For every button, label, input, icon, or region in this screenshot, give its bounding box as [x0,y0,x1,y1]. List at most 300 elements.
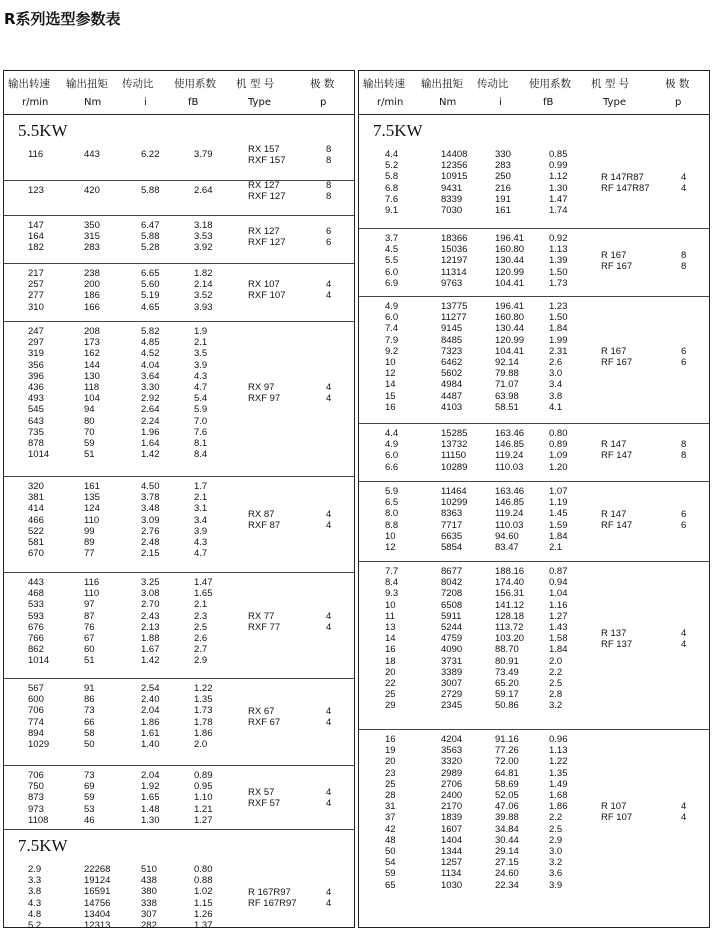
cell: 71.07 [495,379,519,391]
cell: 0.96 [549,734,568,745]
cell: 11 [385,610,395,622]
cell: 12313 [84,920,111,931]
pole-count: 4 [326,787,332,798]
cell: 600 [28,694,44,706]
cell: 356 [28,359,44,371]
cell: 196.41 [495,233,525,244]
cell: 2.31 [549,345,568,357]
cell: 2.14 [194,279,213,291]
param-group [4,766,354,830]
cell: 0.95 [194,781,213,793]
cell: 1.58 [549,633,568,645]
table-row [359,160,709,171]
pole-count: 8 [681,439,687,451]
pole-count: 4 [326,798,332,809]
cell: 10 [385,530,396,542]
cell: 119.24 [495,508,524,520]
cell: 5.8 [385,171,399,183]
pole-count: 4 [681,182,687,194]
pole-count: 6 [326,225,332,237]
table-row [359,149,709,160]
cell: 2.8 [549,689,563,701]
section-power-label: 5.5KW [18,121,68,140]
model-type: RXF 77 [248,621,281,633]
table-row [4,503,354,514]
header-en: fB [188,97,199,108]
cell: 396 [28,370,44,382]
table-row [4,886,354,897]
cell: 5.5 [385,255,399,267]
cell: 141.12 [495,599,525,611]
cell: 1.42 [141,655,160,667]
cell: 10 [385,599,396,611]
cell: 22 [385,678,396,689]
cell: 91.16 [495,734,519,745]
cell: 22268 [84,864,111,875]
header-cn: 极 数 [665,78,690,90]
model-type: RF 167 [601,261,633,272]
table-row [359,508,709,519]
cell: 1.73 [194,705,213,717]
model-type: R 167R97 [248,886,291,898]
cell: 1.23 [549,301,568,312]
param-group [4,145,354,181]
cell: 2.13 [141,621,160,633]
cell: 2706 [441,778,463,790]
cell: 2345 [441,700,463,712]
cell: 706 [28,705,44,717]
pole-count: 4 [681,812,687,824]
cell: 24.60 [495,868,519,880]
cell: 1.13 [549,745,568,757]
cell: 65.20 [495,678,519,689]
model-type: RF 167 [601,357,633,368]
table-row [4,655,354,666]
header-en: Type [603,97,626,108]
table-row [359,428,709,439]
cell: 8.4 [194,449,208,461]
cell: 1030 [441,879,463,891]
table-row [4,781,354,792]
cell: 1.27 [549,610,568,622]
cell: 54 [385,857,396,869]
cell: 750 [28,781,44,793]
table-row [4,588,354,599]
cell: 2.48 [141,537,160,548]
table-row [4,920,354,931]
table-row [359,801,709,812]
cell: 2.6 [194,633,208,644]
cell: 2400 [441,790,463,801]
cell: 161 [84,481,100,492]
cell: 4.7 [194,548,208,560]
cell: 2.9 [194,655,208,667]
table-row [359,700,709,711]
cell: 1.74 [549,205,568,216]
cell: 5854 [441,542,463,553]
cell: 144 [84,359,100,371]
table-row [4,792,354,803]
cell: 18366 [441,233,468,244]
cell: 277 [28,290,44,302]
cell: 1.42 [141,449,160,461]
cell: 8042 [441,577,463,589]
table-row [359,531,709,542]
cell: 0.92 [549,233,568,244]
cell: 4090 [441,644,463,656]
table-row [4,449,354,460]
param-group [4,181,354,216]
table-row [4,427,354,438]
cell: 216 [495,182,511,194]
cell: 196.41 [495,301,525,312]
table-row [359,689,709,700]
cell: 4.04 [141,359,160,371]
cell: 47.06 [495,801,519,813]
table-row [4,404,354,415]
cell: 99 [84,525,95,537]
cell: 3.92 [194,242,213,254]
cell: 63.98 [495,390,519,402]
cell: 1.45 [549,508,568,520]
table-row [4,548,354,559]
cell: 50 [385,846,396,857]
cell: 164 [28,231,44,243]
pole-count: 6 [681,519,687,531]
cell: 3.78 [141,492,160,504]
cell: 94.60 [495,530,519,542]
cell: 34.84 [495,823,519,835]
model-type: R 147 [601,508,627,520]
pole-count: 8 [326,179,332,191]
cell: 3.18 [194,220,213,231]
cell: 6.8 [385,182,399,194]
cell: 59.17 [495,689,519,701]
cell: 4984 [441,379,463,391]
cell: 135 [84,492,100,504]
cell: 1.99 [549,334,568,346]
table-row [4,537,354,548]
table-row [359,857,709,868]
cell: 1.96 [141,426,160,438]
table-row [4,705,354,716]
cell: 297 [28,337,44,349]
table-row [359,756,709,767]
cell: 10299 [441,497,468,509]
cell: 116 [28,149,44,160]
cell: 2.15 [141,548,160,560]
cell: 2.5 [194,621,208,633]
model-type: RF 167R97 [248,897,297,909]
cell: 86 [84,694,95,706]
table-row [4,898,354,909]
cell: 188.16 [495,566,525,577]
model-type: RXF 87 [248,520,281,532]
table-row [359,194,709,205]
cell: 0.89 [549,439,568,451]
cell: 1.84 [549,530,568,542]
cell: 4.52 [141,348,160,360]
cell: 567 [28,683,44,694]
model-type: RF 137 [601,638,633,650]
table-row [359,656,709,667]
cell: 862 [28,644,44,656]
table-row [4,371,354,382]
cell: 51 [84,449,95,461]
cell: 238 [84,268,100,279]
table-row [359,566,709,577]
cell: 315 [84,231,100,243]
cell: 283 [84,242,100,254]
cell: 10289 [441,461,468,473]
cell: 545 [28,404,44,416]
cell: 510 [141,864,157,875]
cell: 118 [84,382,100,393]
cell: 0.80 [194,864,213,875]
cell: 6.65 [141,268,160,279]
table-row [359,379,709,390]
cell: 1.48 [141,803,160,815]
cell: 2.2 [549,666,563,678]
cell: 4204 [441,734,463,745]
cell: 163.46 [495,428,525,439]
cell: 1.59 [549,519,568,531]
cell: 3.48 [141,503,160,515]
table-row [359,255,709,266]
cell: 3.93 [194,301,213,313]
cell: 0.85 [549,149,568,160]
cell: 9.3 [385,588,399,600]
pole-count: 4 [326,520,332,532]
cell: 2.70 [141,599,160,611]
cell: 1.49 [549,778,568,790]
cell: 414 [28,503,44,515]
cell: 11277 [441,312,467,324]
cell: 120.99 [495,266,525,278]
cell: 173 [84,337,100,349]
model-type: RX 127 [248,225,280,237]
cell: 1.09 [549,450,568,462]
cell: 7323 [441,345,463,357]
cell: 735 [28,426,44,438]
table-row [359,346,709,357]
param-group [4,679,354,766]
cell: 257 [28,279,44,291]
table-row [359,183,709,194]
table-row [4,231,354,242]
table-row [359,622,709,633]
cell: 15 [385,390,396,402]
cell: 1.78 [194,716,213,728]
cell: 330 [495,149,511,160]
cell: 124 [84,503,100,515]
model-type: RF 147 [601,519,633,531]
cell: 3389 [441,666,463,678]
left-table [3,70,355,931]
cell: 7.0 [194,415,208,427]
cell: 1.37 [194,920,213,931]
header-cn: 极 数 [310,78,335,90]
cell: 1.22 [194,683,213,694]
cell: 4.85 [141,337,160,349]
cell: 16 [385,401,396,413]
cell: 11464 [441,486,467,497]
cell: 0.87 [549,566,568,577]
table-row [4,644,354,655]
cell: 1.86 [549,801,568,813]
cell: 2.5 [549,823,563,835]
table-row [359,520,709,531]
cell: 10915 [441,171,468,183]
cell: 12 [385,368,396,380]
cell: 4759 [441,633,463,645]
cell: 11314 [441,266,467,278]
cell: 2.2 [549,812,563,824]
cell: 1839 [441,812,463,824]
model-type: RX 107 [248,279,280,291]
cell: 25 [385,689,396,701]
cell: 18 [385,655,396,667]
table-row [4,611,354,622]
cell: 130 [84,370,100,382]
cell: 130.44 [495,255,525,267]
cell: 77.26 [495,745,519,757]
table-row [359,391,709,402]
cell: 3007 [441,678,463,689]
page-title: R系列选型参数表 [4,10,121,28]
pole-count: 4 [326,716,332,728]
cell: 39.88 [495,812,519,824]
model-type: RXF 67 [248,716,281,728]
cell: 643 [28,415,44,427]
cell: 1.30 [141,814,160,826]
table-row [359,577,709,588]
cell: 163.46 [495,486,525,497]
cell: 8363 [441,508,463,520]
cell: 8.4 [385,577,399,589]
cell: 6.0 [385,312,399,324]
model-type: RX 77 [248,610,275,622]
pole-count: 4 [326,279,332,291]
cell: 1.30 [549,182,568,194]
table-row [359,233,709,244]
cell: 1.84 [549,323,568,335]
cell: 3.52 [194,290,213,302]
cell: 493 [28,393,44,405]
cell: 7.7 [385,566,399,577]
cell: 8485 [441,334,463,346]
cell: 8677 [441,566,463,577]
section-power-label: 7.5KW [18,836,68,855]
cell: 2.0 [549,655,563,667]
cell: 5244 [441,622,463,633]
table-header [359,71,709,115]
cell: 2.3 [194,610,208,622]
cell: 774 [28,716,44,728]
header-cn: 使用系数 [529,78,571,90]
cell: 12356 [441,160,468,172]
table-row [359,667,709,678]
cell: 20 [385,756,396,768]
cell: 1.27 [194,814,213,826]
pole-count: 8 [326,143,332,155]
header-en: p [320,97,327,108]
table-row [359,779,709,790]
cell: 338 [141,897,157,909]
pole-count: 4 [681,627,687,639]
cell: 70 [84,426,95,438]
cell: 3.9 [194,359,208,371]
cell: 2170 [441,801,463,813]
header-cn: 机 型 号 [236,78,275,90]
cell: 156.31 [495,588,525,600]
cell: 6635 [441,530,463,542]
cell: 59 [84,438,95,449]
cell: 7.4 [385,323,399,335]
cell: 1.02 [194,886,213,898]
cell: 1.84 [549,644,568,656]
cell: 1.50 [549,266,568,278]
param-group [4,860,354,932]
cell: 12 [385,542,396,553]
table-row [4,633,354,644]
cell: 310 [28,301,44,313]
cell: 1029 [28,739,50,750]
pole-count: 4 [681,638,687,650]
param-group [359,297,709,424]
cell: 110 [84,588,100,600]
cell: 1.86 [194,727,213,739]
cell: 593 [28,610,44,622]
table-row [359,824,709,835]
pole-count: 6 [681,357,687,368]
header-cn: 使用系数 [174,78,216,90]
section-power-label: 7.5KW [373,121,423,140]
table-row [359,611,709,622]
cell: 8.0 [385,508,399,520]
cell: 14756 [84,897,111,909]
model-type: R 107 [601,801,627,813]
table-row [359,450,709,461]
cell: 9431 [441,182,463,194]
table-row [4,864,354,875]
table-row [359,312,709,323]
cell: 380 [141,886,157,898]
table-row [4,416,354,427]
cell: 3.25 [141,577,160,588]
cell: 3.79 [194,149,213,160]
cell: 8.1 [194,438,208,449]
param-group [359,482,709,562]
cell: 350 [84,220,100,231]
cell: 2.04 [141,770,160,781]
cell: 59 [385,868,396,880]
cell: 2989 [441,767,463,779]
table-row [4,515,354,526]
cell: 973 [28,803,44,815]
cell: 5.60 [141,279,160,291]
cell: 89 [84,537,95,548]
cell: 4.7 [194,382,208,393]
cell: 146.85 [495,497,525,509]
table-row [4,220,354,231]
table-row [359,880,709,891]
header-cn: 输出扭矩 [66,78,108,90]
cell: 4.50 [141,481,160,492]
cell: 443 [84,149,100,160]
cell: 250 [495,171,511,183]
cell: 31 [385,801,396,813]
